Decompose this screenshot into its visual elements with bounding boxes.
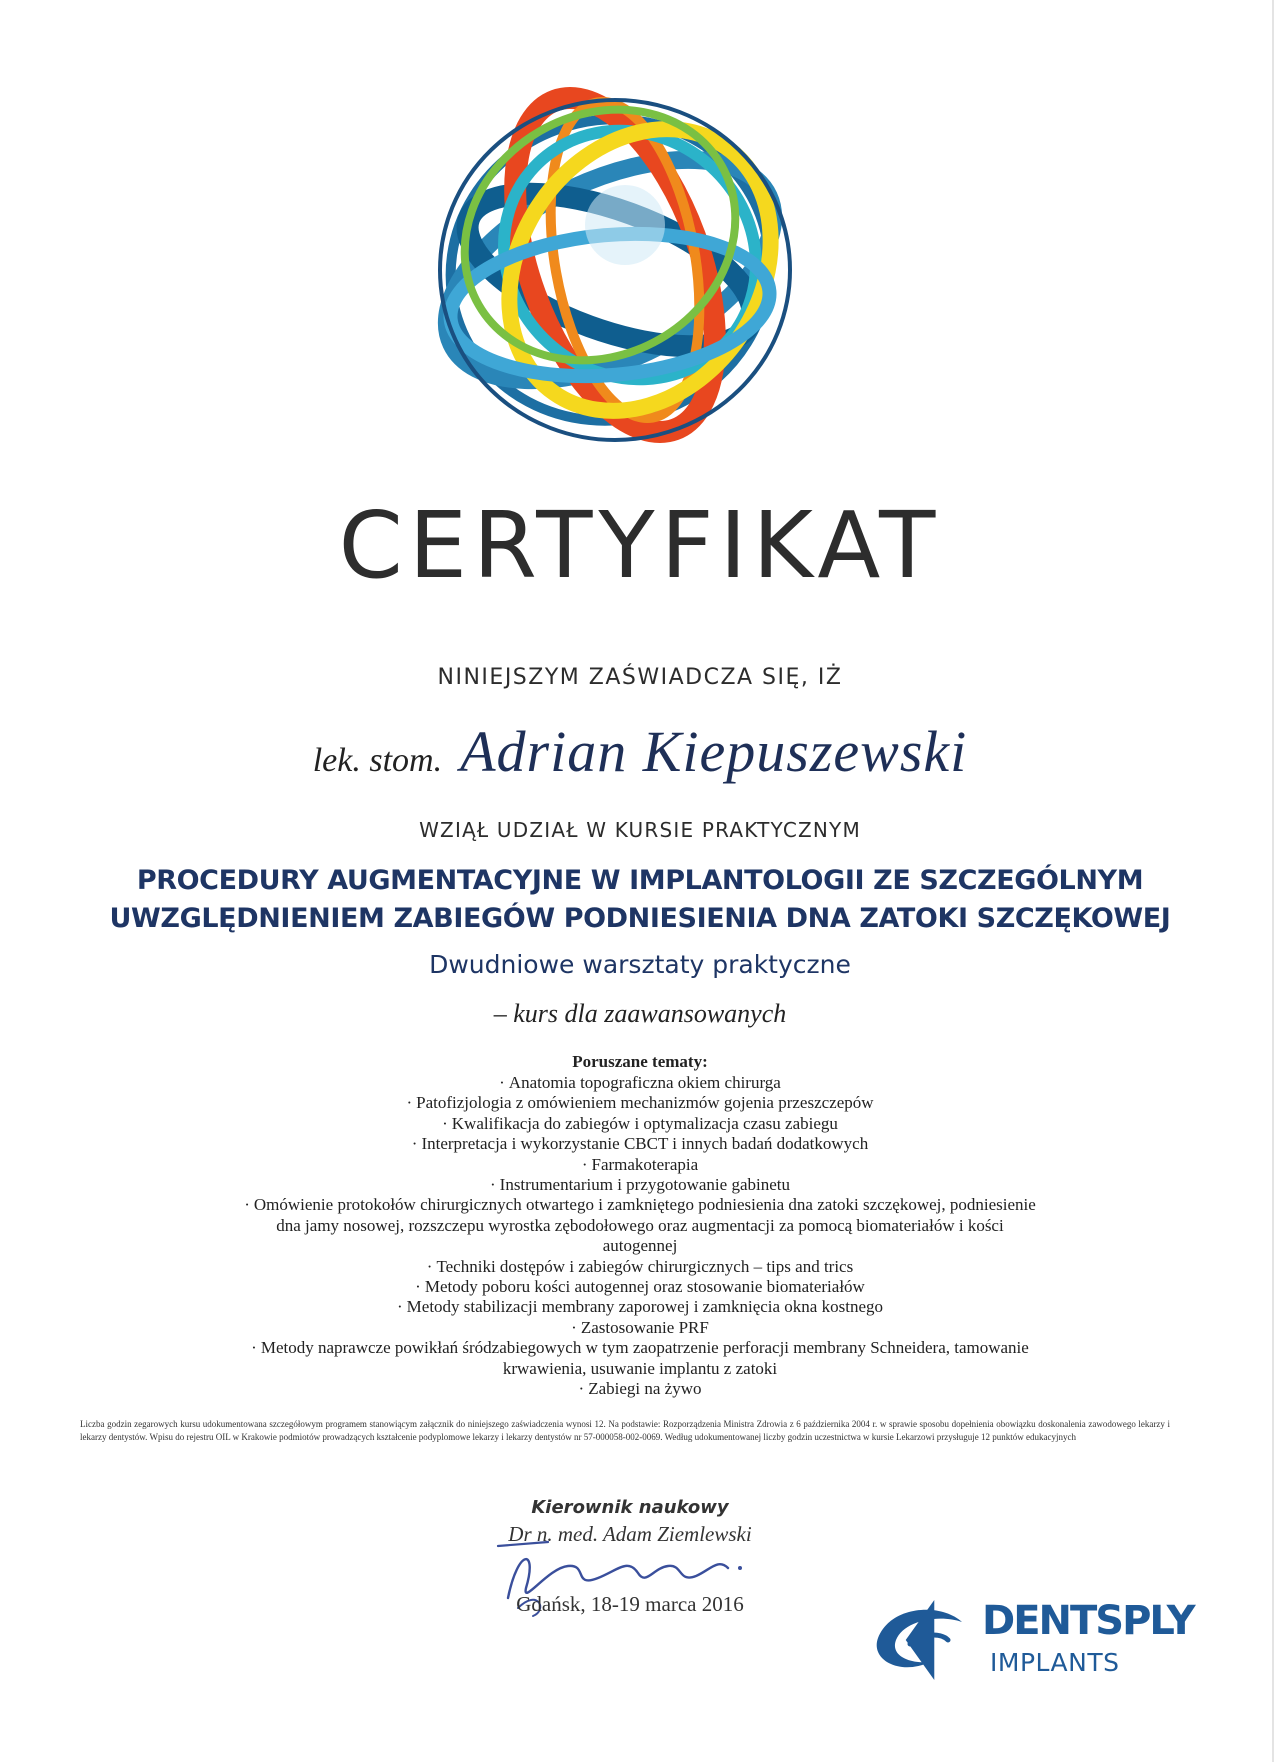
name-prefix: lek. stom.	[312, 742, 443, 779]
topic-text: Metody naprawcze powikłań śródzabiegowych w tym zaopatrzenie perforacji membrany Schneidera, tamowanie krwawienia, usuwanie implantu z zatoki	[260, 1338, 1029, 1378]
topics-list	[240, 1073, 1040, 1400]
topic-text: Metody poboru kości autogennej oraz stosowanie biomateriałów	[424, 1277, 865, 1297]
topic-item	[240, 1134, 1040, 1154]
topic-bullet: ·	[489, 1175, 496, 1195]
brand-arrow-icon	[870, 1600, 970, 1680]
topic-text: Anatomia topograficzna okiem chirurga	[508, 1073, 781, 1092]
topic-item	[240, 1297, 1040, 1317]
topic-item	[240, 1073, 1040, 1093]
topic-bullet: ·	[499, 1073, 505, 1092]
topic-text: Techniki dostępów i zabiegów chirurgicznych – tips and trics	[436, 1256, 854, 1276]
topic-item	[240, 1155, 1040, 1175]
course-level: – kurs dla zaawansowanych	[493, 999, 787, 1028]
topic-item	[240, 1093, 1040, 1113]
recipient-name: Adrian Kiepuszewski	[460, 719, 968, 784]
topic-text: Zabiegi na żywo	[588, 1379, 702, 1399]
topic-bullet: ·	[571, 1317, 577, 1337]
signatory-role: Kierownik naukowy	[531, 1497, 729, 1518]
brand-name-bottom: IMPLANTS	[990, 1648, 1120, 1677]
legal-note: Liczba godzin zegarowych kursu udokumentowana szczegółowym programem stanowiącym załącznik do niniejszego zaświadczenia wynosi 12. Na podstawie: Rozporządzenia Ministra Zdrowia z 6 października 2004 r. w sprawie sposobu dopełnienia obowiązku doskonalenia zawodowego lekarzy i lekarzy dentystów. Wpisu do rejestru OIL w Krakowie podmiotów prowadzących kształcenie podyplomowe lekarzy i lekarzy dentystów nr 57-000058-002-0069. Według udokumentowanej liczby godzin uczestnictwa w kursie Lekarzowi przysługuje 12 punktów edukacyjnych	[80, 1419, 1170, 1442]
topic-item	[240, 1175, 1040, 1195]
topic-bullet: ·	[251, 1338, 257, 1358]
topic-item	[240, 1257, 1040, 1277]
topic-bullet: ·	[578, 1379, 585, 1399]
participation-statement: WZIĄŁ UDZIAŁ W KURSIE PRAKTYCZNYM	[419, 818, 861, 842]
course-title-line-1: PROCEDURY AUGMENTACYJNE W IMPLANTOLOGII ZE SZCZEGÓLNYM	[136, 865, 1144, 896]
topic-item	[240, 1318, 1040, 1338]
topics-heading: Poruszane tematy:	[572, 1052, 708, 1071]
topic-item	[240, 1277, 1040, 1297]
topic-bullet: ·	[244, 1195, 250, 1215]
certificate-intro: NINIEJSZYM ZAŚWIADCZA SIĘ, IŻ	[437, 665, 843, 690]
course-title	[80, 862, 1200, 938]
globe-rings-icon	[400, 55, 820, 495]
topic-bullet: ·	[406, 1093, 413, 1113]
topic-text: Interpretacja i wykorzystanie CBCT i innych badań dodatkowych	[421, 1134, 869, 1154]
recipient-row	[0, 718, 1280, 785]
topic-text: Instrumentarium i przygotowanie gabinetu	[499, 1175, 790, 1195]
topic-text: Omówienie protokołów chirurgicznych otwartego i zamkniętego podniesienia dna zatoki szczękowej, podniesienie dna jamy nosowej, rozszczepu wyrostka zębodołowego oraz augmentacji za pomocą biomateriałów i kości autogennej	[253, 1195, 1036, 1256]
topic-text: Farmakoterapia	[591, 1154, 699, 1174]
dentsply-implants-logo	[870, 1590, 1194, 1690]
topic-text: Patofizjologia z omówieniem mechanizmów gojenia przeszczepów	[416, 1093, 874, 1113]
topic-bullet: ·	[397, 1297, 403, 1317]
topic-bullet: ·	[411, 1134, 418, 1154]
topic-item	[240, 1379, 1040, 1399]
topic-text: Zastosowanie PRF	[580, 1317, 709, 1337]
topic-bullet: ·	[426, 1256, 433, 1276]
topic-item	[240, 1114, 1040, 1134]
topic-bullet: ·	[581, 1154, 588, 1174]
course-subtitle: Dwudniowe warsztaty praktyczne	[429, 950, 851, 979]
topic-bullet: ·	[415, 1277, 421, 1297]
topic-bullet: ·	[442, 1113, 448, 1133]
course-title-line-2: UWZGLĘDNIENIEM ZABIEGÓW PODNIESIENIA DNA ZATOKI SZCZĘKOWEJ	[109, 903, 1171, 934]
scan-edge-line	[1272, 0, 1274, 1762]
topic-item	[240, 1195, 1040, 1256]
place-and-date: Gdańsk, 18-19 marca 2016	[516, 1592, 744, 1616]
topic-text: Kwalifikacja do zabiegów i optymalizacja czasu zabiegu	[451, 1113, 838, 1133]
signatory-name: Dr n. med. Adam Ziemlewski	[508, 1522, 752, 1546]
topic-item	[240, 1338, 1040, 1379]
globe-rings-logo	[400, 55, 820, 495]
certificate-title: CERTYFIKAT	[338, 492, 942, 599]
topic-text: Metody stabilizacji membrany zaporowej i zamknięcia okna kostnego	[406, 1297, 883, 1317]
brand-name-top: DENTSPLY	[982, 1598, 1194, 1644]
